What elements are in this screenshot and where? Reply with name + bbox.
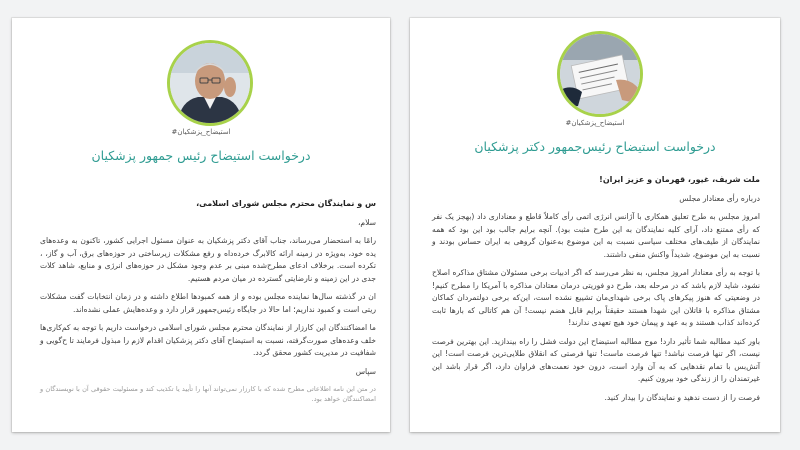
paragraph: امروز مجلس به طرح تعلیق همکاری با آژانس انرژی اتمی رأی کاملاً قاطع و معناداری داد (بهجز یک نفر که رأی ممتنع داد، آرای کلیه نمایندگان به این طرح مثبت بود). آنچه برایم جالب بود این بود که همه نمایندگان از طیف‌های مختلف سیاسی نسبت به این موضوع به‌عنوان گروهی به ایران حساس بودند و نسبت به این موضوع، شدیداً واکنش منفی داشتند.	[432, 212, 760, 259]
right-petition-page	[410, 18, 780, 432]
closing: سپاس	[355, 366, 376, 376]
salutation: س و نمایندگان محترم مجلس شورای اسلامی،	[196, 199, 376, 208]
paragraph: ما امضاکنندگان این کارزار از نمایندگان محترم مجلس شورای اسلامی درخواست داریم با توجه به کم‌کاری‌ها خلف وعده‌های صورت‌گرفته، نسبت به استیضاح آقای دکتر پزشکیان اقدام لازم را مبذول فرمایند تا ح‌گویی و شفافیت در مدیریت کشور محقق گردد.	[40, 323, 376, 357]
subject-line: درباره رأی معنادار مجلس	[679, 193, 760, 203]
disclaimer-note: در متن این نامه اطلاعاتی مطرح شده که با کارزار نمی‌تواند آنها را تأیید یا تکذیب کند و مسئولیت حقوقی آن با نویسندگان و امضاکنندگان خواهد بود.	[40, 385, 376, 403]
petition-title: درخواست استیضاح رئیس‌جمهور دکتر پزشکیان	[474, 139, 716, 154]
president-portrait	[167, 40, 253, 126]
greeting: سلام،	[357, 217, 376, 227]
campaign-hashtag[interactable]: #استیضاح_پزشکیان	[171, 128, 231, 136]
petition-body	[432, 174, 760, 410]
petition-body	[40, 198, 376, 410]
closing: فرصت را از دست ندهید و نمایندگان را بیدار کنید.	[604, 392, 760, 402]
ballot-photo	[557, 31, 643, 117]
paragraph: رامًا به استحضار می‌رساند، جناب آقای دکتر پزشکیان به عنوان مسئول اجرایی کشور، تاکنون به وعده‌های یده خود، به‌ویژه در زمینه ارائه کالابرگ خرده‌داه و رفع مشکلات زیرساختی در حوزه‌های برق، آب و گاز، ، تکرده است. برخلاف ادعای مطرح‌شده مبنی بر عدم وجود مشکل در حوزه‌های انرژی و منابع، شاهد کلات جدی در این زمینه و نارضایتی گسترده در میان مردم هستیم.	[40, 236, 376, 283]
paragraph: ان در گذشته سال‌ها نماینده مجلس بوده و از همه کمبودها اطلاع داشته و در زمان انتخابات گفت مشکلات ریتی است و کمبود نداریم؛ اما حالا در جایگاه رئیس‌جمهور قرار دارد و وعده‌هایش عملی نشده‌اند.	[40, 292, 376, 314]
left-petition-page	[12, 18, 390, 432]
salutation: ملت شریف، غیور، قهرمان و عزیز ایران!	[599, 175, 760, 184]
petition-title: درخواست استیضاح رئیس جمهور پزشکیان	[91, 148, 311, 163]
ballot-image	[560, 34, 640, 114]
campaign-hashtag[interactable]: #استیضاح_پزشکیان	[565, 119, 625, 127]
paragraph: باور کنید مطالبه شما تأثیر دارد! موج مطالبه استیضاح این دولت فشل را راه بیندازید. این بهترین فرصت نیست، اگر تنها فرصت نباشد! تنها فرصت ماست! تنها فرصتی که انقلاق طلایی‌ترین فرصت است! این آتش‌بس با تمام نقدهایی که به آن وارد است، درون خود نعمت‌های فراوان دارد، اگر قرار باشد این غیرتمندان را از زندگی خود بیرون کنیم.	[432, 336, 760, 383]
portrait-image	[170, 43, 250, 123]
paragraph: با توجه به رأی معنادار امروز مجلس، به نظر می‌رسد که اگر ادبیات برخی مسئولان مشتاق مذاکره اصلاح نشود، شاید لازم باشد که در مرحله بعد، طرح دو فوریتی درمان معتادان مذاکره با آمریکا را مطرح کنیم! در وضعیتی که هنوز پیکرهای پاک برخی شهدای‌مان تشییع نشده است، این‌که برخی دولتمردان کماکان مشتاق مذاکره با قاتلان این شهدا هستند حقیقتاً برایم قابل هضم نیست! آن هم کاتالی که بارها ثابت کرده‌اند کذاب هستند و به عهد و پیمان خود هیچ تعهدی ندارند!	[432, 268, 760, 327]
